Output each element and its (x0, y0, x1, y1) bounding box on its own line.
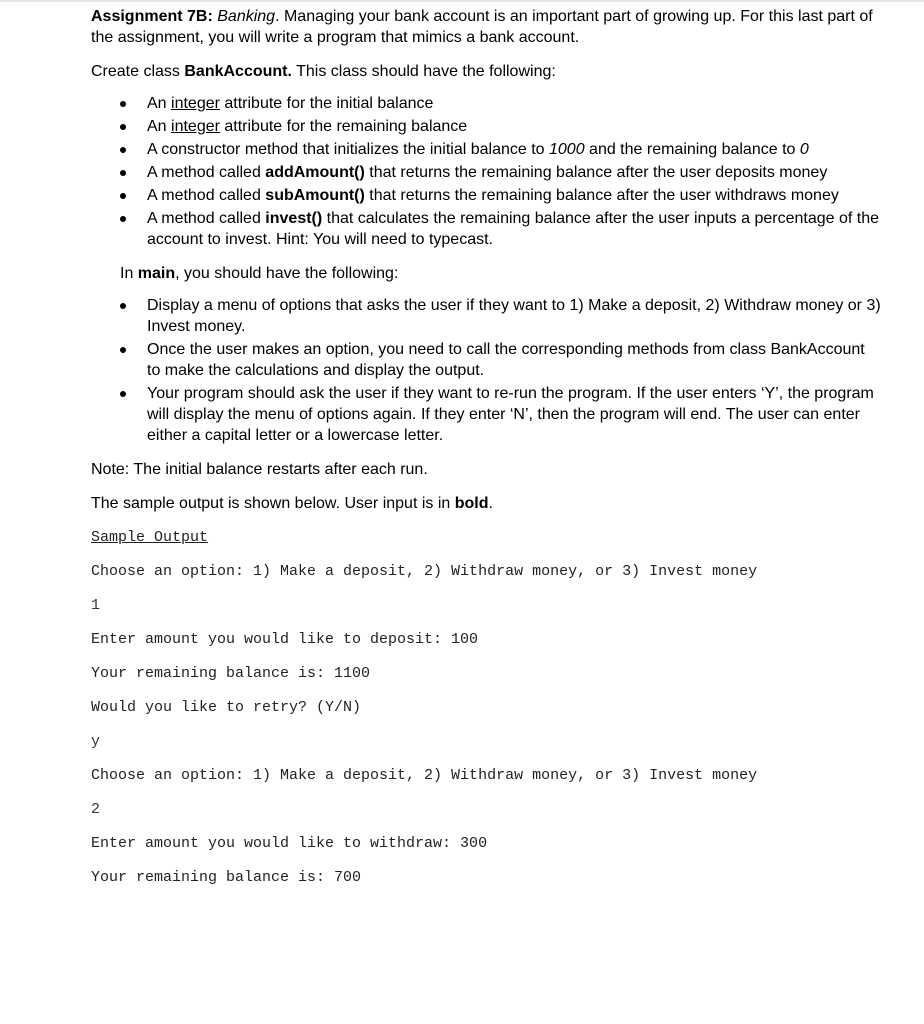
assignment-document (91, 6, 881, 888)
item-text: attribute for the remaining balance (219, 118, 468, 135)
sample-user-input: 1 (91, 597, 101, 614)
class-lead: Create class (91, 63, 185, 80)
item-text: that calculates the remaining balance after the user inputs a percentage of the account to invest. Hint: You will need to typecast. (147, 210, 879, 248)
item-emph: integer (171, 118, 220, 135)
sample-intro-bold: bold (454, 495, 489, 512)
sample-user-input: y (91, 733, 101, 750)
list-item (147, 93, 881, 114)
main-section-heading (120, 263, 881, 284)
item-text: that returns the remaining balance after the user withdraws money (364, 187, 839, 204)
sample-line: Choose an option: 1) Make a deposit, 2) Withdraw money, or 3) Invest money (91, 767, 758, 784)
item-text: and the remaining balance to (584, 141, 800, 158)
list-item (147, 208, 881, 250)
sample-intro-text: The sample output is shown below. User input is in (91, 495, 455, 512)
sample-line: Enter amount you would like to withdraw: 300 (91, 835, 488, 852)
list-item: Display a menu of options that asks the user if they want to 1) Make a deposit, 2) Withdraw money or 3) Invest money. (147, 297, 881, 335)
item-text: that returns the remaining balance after the user deposits money (364, 164, 828, 181)
list-item: Your program should ask the user if they want to re-run the program. If the user enters ‘Y’, the program will display the menu of options again. If they enter ‘N’, then the program will end. The user can enter either a capital letter or a lowercase letter. (147, 383, 881, 446)
class-requirements-list (147, 93, 881, 250)
sample-line: Enter amount you would like to deposit: 100 (91, 631, 479, 648)
item-text: A method called (147, 187, 266, 204)
sample-line: Choose an option: 1) Make a deposit, 2) Withdraw money, or 3) Invest money (91, 563, 758, 580)
list-item: Once the user makes an option, you need to call the corresponding methods from class BankAccount to make the calculations and display the output. (147, 339, 881, 381)
main-tail: , you should have the following: (175, 265, 399, 282)
item-text: A constructor method that initializes the initial balance to (147, 141, 549, 158)
item-text: An (147, 118, 172, 135)
note-text: Note: The initial balance restarts after each run. (91, 461, 428, 478)
list-item (147, 139, 881, 160)
sample-line: Your remaining balance is: 700 (91, 869, 362, 886)
main-bold: main (137, 265, 176, 282)
item-method: subAmount() (265, 187, 365, 204)
assignment-label: Assignment 7B: (91, 8, 213, 25)
item-text: An (147, 95, 172, 112)
sample-output-heading: Sample Output (91, 529, 209, 546)
class-name: BankAccount. (184, 63, 292, 80)
main-lead: In (120, 265, 138, 282)
item-text: A method called (147, 210, 266, 227)
list-item (147, 116, 881, 137)
list-item (147, 185, 881, 206)
item-value: 1000 (549, 141, 585, 158)
item-value: 0 (799, 141, 809, 158)
intro-text: . Managing your bank account is an important part of growing up. For this last part of the assignment, you will write a program that mimics a bank account. (91, 8, 873, 46)
class-section-heading (91, 61, 881, 82)
list-item (147, 162, 881, 183)
sample-line: Would you like to retry? (Y/N) (91, 699, 362, 716)
sample-user-input: 2 (91, 801, 101, 818)
sample-line: Your remaining balance is: 1100 (91, 665, 371, 682)
item-text: attribute for the initial balance (219, 95, 434, 112)
item-text: A method called (147, 164, 266, 181)
sample-intro-end: . (488, 495, 493, 512)
assignment-topic: Banking (217, 8, 276, 25)
item-emph: integer (171, 95, 220, 112)
item-method: addAmount() (265, 164, 365, 181)
main-requirements-list (147, 295, 881, 446)
top-border (0, 0, 924, 2)
item-method: invest() (265, 210, 323, 227)
sample-intro (91, 493, 881, 514)
class-tail: This class should have the following: (291, 63, 556, 80)
intro-paragraph (91, 6, 881, 48)
